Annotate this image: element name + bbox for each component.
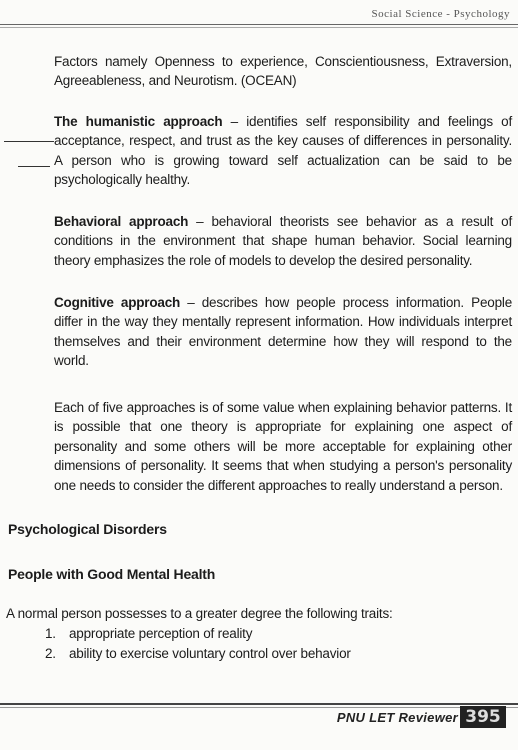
header-rule-thin bbox=[0, 27, 518, 28]
humanistic-term: The humanistic approach bbox=[54, 114, 223, 129]
subsection-heading: People with Good Mental Health bbox=[8, 566, 216, 582]
cognitive-term: Cognitive approach bbox=[54, 295, 181, 310]
margin-mark bbox=[4, 141, 54, 142]
running-title: Social Science - Psychology bbox=[371, 8, 510, 20]
margin-mark bbox=[18, 166, 50, 167]
big-five-paragraph: Factors namely Openness to experience, Conscientiousness, Extraversion, Agreeableness, and Neurotism. (OCEAN) bbox=[54, 54, 512, 89]
list-number: 2. bbox=[45, 646, 56, 661]
list-item bbox=[45, 624, 351, 644]
list-number: 1. bbox=[45, 626, 56, 641]
page-number: 395 bbox=[460, 706, 506, 728]
list-item bbox=[45, 644, 351, 664]
list-text: ability to exercise voluntary control over behavior bbox=[69, 646, 351, 661]
footer-rule-thin bbox=[0, 707, 518, 708]
traits-intro: A normal person possesses to a greater degree the following traits: bbox=[6, 606, 393, 621]
section-heading: Psychological Disorders bbox=[8, 521, 167, 537]
traits-list bbox=[45, 624, 351, 664]
header-rule bbox=[0, 24, 518, 25]
humanistic-text: – identifies self responsibility and feelings of acceptance, respect, and trust as the key causes of differences in personality. A person who is growing toward self actualization can be said to be psychologically healthy. bbox=[54, 114, 512, 188]
humanistic-paragraph bbox=[54, 112, 512, 190]
summary-paragraph: Each of five approaches is of some value when explaining behavior patterns. It is possible that one theory is appropriate for explaining one aspect of personality and some others will be more acceptable for explaining other dimensions of personality. It seems that when studying a person's personality one needs to consider the different approaches to really understand a person. bbox=[54, 400, 512, 493]
behavioral-paragraph bbox=[54, 212, 512, 270]
footer-label: PNU LET Reviewer bbox=[336, 710, 458, 725]
cognitive-paragraph bbox=[54, 293, 512, 371]
behavioral-text: – behavioral theorists see behavior as a result of conditions in the environment that shape human behavior. Social learning theory emphasizes the role of models to develop the desired personality. bbox=[54, 214, 512, 268]
footer-rule bbox=[0, 703, 518, 705]
behavioral-term: Behavioral approach bbox=[54, 214, 189, 229]
list-text: appropriate perception of reality bbox=[69, 626, 253, 641]
cognitive-text: – describes how people process information. People differ in the way they mentally represent information. How individuals interpret themselves and their environment determine how they will respond to the world. bbox=[54, 295, 513, 369]
